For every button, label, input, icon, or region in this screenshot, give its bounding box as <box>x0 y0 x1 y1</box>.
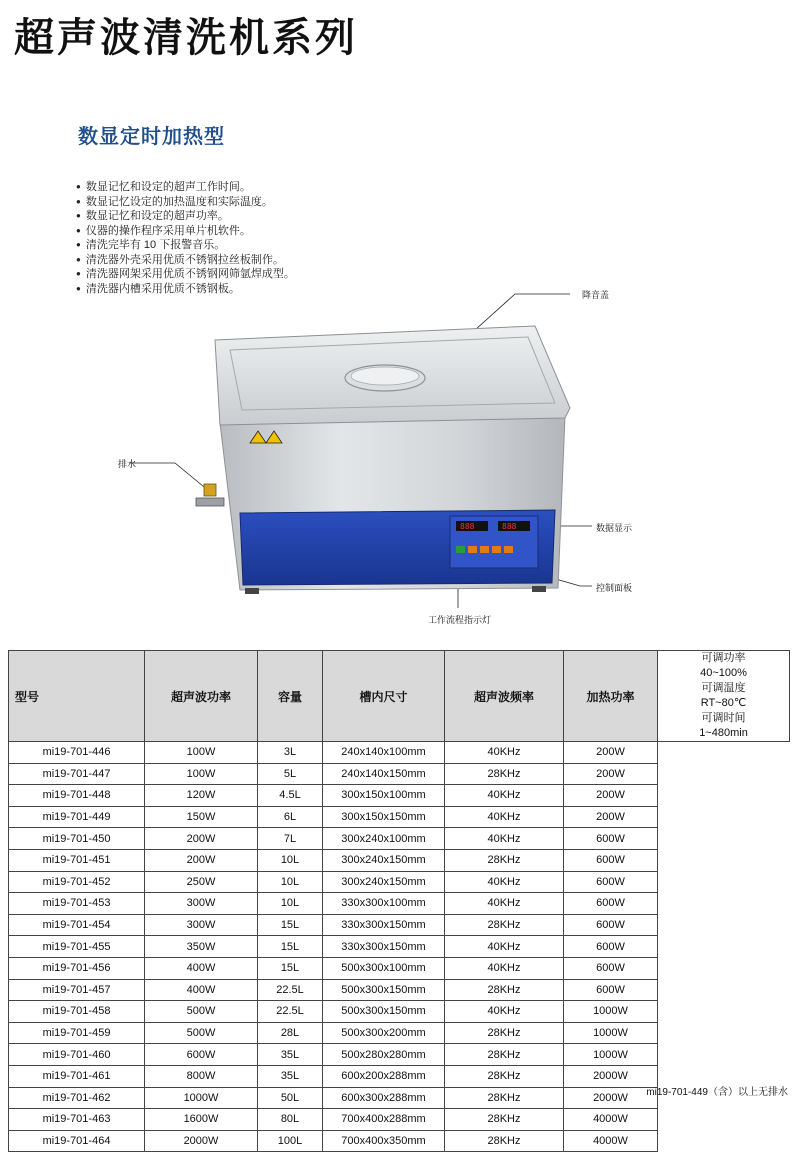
table-cell: 40KHz <box>445 871 564 893</box>
table-cell: 40KHz <box>445 893 564 915</box>
table-cell: 500W <box>145 1001 258 1023</box>
note-line: 40~100% <box>700 667 747 679</box>
table-cell: 40KHz <box>445 742 564 764</box>
table-row <box>9 871 790 893</box>
table-cell: mi19-701-454 <box>9 914 145 936</box>
panel-callout: 控制面板 <box>596 583 633 593</box>
adjustable-range-note <box>658 651 790 742</box>
table-cell: 40KHz <box>445 806 564 828</box>
table-cell: 200W <box>564 763 658 785</box>
table-cell: 35L <box>258 1065 323 1087</box>
table-cell: 100W <box>145 742 258 764</box>
table-cell: 300x240x150mm <box>323 849 445 871</box>
feature-item: ● 仪器的操作程序采用单片机软件。 <box>76 224 295 239</box>
table-cell: 28KHz <box>445 1109 564 1131</box>
table-cell: 10L <box>258 849 323 871</box>
table-cell: 1000W <box>145 1087 258 1109</box>
feature-list <box>76 180 295 296</box>
table-cell: 500x300x150mm <box>323 979 445 1001</box>
table-cell: 28KHz <box>445 849 564 871</box>
table-cell: 600W <box>564 979 658 1001</box>
table-cell: mi19-701-449 <box>9 806 145 828</box>
table-cell: 240x140x150mm <box>323 763 445 785</box>
table-cell: mi19-701-450 <box>9 828 145 850</box>
table-cell: 300x150x150mm <box>323 806 445 828</box>
table-cell: 22.5L <box>258 979 323 1001</box>
table-cell: 40KHz <box>445 785 564 807</box>
drain-callout: 排水 <box>118 459 137 469</box>
table-cell: 250W <box>145 871 258 893</box>
footnote: mi19-701-449（含）以上无排水 <box>646 1087 788 1098</box>
table-cell: 5L <box>258 763 323 785</box>
table-cell: mi19-701-453 <box>9 893 145 915</box>
table-cell: 15L <box>258 914 323 936</box>
table-cell: 700x400x350mm <box>323 1130 445 1152</box>
table-cell: 35L <box>258 1044 323 1066</box>
table-cell: 2000W <box>564 1065 658 1087</box>
table-cell: 40KHz <box>445 828 564 850</box>
table-cell: 600x300x288mm <box>323 1087 445 1109</box>
table-cell: 200W <box>564 806 658 828</box>
table-cell: 400W <box>145 979 258 1001</box>
table-cell: 15L <box>258 936 323 958</box>
table-cell: 28KHz <box>445 1087 564 1109</box>
table-cell: 600W <box>564 914 658 936</box>
note-line: 可调功率 <box>701 652 746 664</box>
table-cell: 2000W <box>145 1130 258 1152</box>
table-cell: mi19-701-452 <box>9 871 145 893</box>
table-cell: 330x300x100mm <box>323 893 445 915</box>
table-cell: 300x240x100mm <box>323 828 445 850</box>
table-cell: 700x400x288mm <box>323 1109 445 1131</box>
product-subtitle: 数显定时加热型 <box>78 126 225 148</box>
table-cell: mi19-701-459 <box>9 1022 145 1044</box>
table-cell: mi19-701-463 <box>9 1109 145 1131</box>
table-cell: 400W <box>145 957 258 979</box>
table-cell: 240x140x100mm <box>323 742 445 764</box>
table-cell: 28KHz <box>445 1044 564 1066</box>
table-cell: 600W <box>564 957 658 979</box>
table-cell: 300W <box>145 893 258 915</box>
table-cell: 600W <box>564 828 658 850</box>
table-cell: 800W <box>145 1065 258 1087</box>
table-cell: 500x300x200mm <box>323 1022 445 1044</box>
indicator-callout: 工作流程指示灯 <box>428 615 492 625</box>
table-cell: 28KHz <box>445 1130 564 1152</box>
table-cell: mi19-701-448 <box>9 785 145 807</box>
table-cell: 200W <box>564 742 658 764</box>
svg-text:888: 888 <box>502 522 517 531</box>
table-row <box>9 1001 790 1023</box>
table-row <box>9 763 790 785</box>
table-cell: 3L <box>258 742 323 764</box>
table-cell: 2000W <box>564 1087 658 1109</box>
feature-item: ● 清洗器内槽采用优质不锈钢板。 <box>76 282 295 297</box>
table-cell: 4000W <box>564 1130 658 1152</box>
table-cell: 600W <box>564 936 658 958</box>
table-cell: 600W <box>564 893 658 915</box>
table-cell: 100L <box>258 1130 323 1152</box>
table-row <box>9 742 790 764</box>
table-cell: 10L <box>258 893 323 915</box>
table-cell: 300x150x100mm <box>323 785 445 807</box>
table-row <box>9 957 790 979</box>
table-cell: mi19-701-457 <box>9 979 145 1001</box>
table-cell: mi19-701-447 <box>9 763 145 785</box>
feature-item: ● 数显记忆和设定的超声功率。 <box>76 209 295 224</box>
lid-callout: 降音盖 <box>582 290 610 300</box>
table-cell: 600W <box>564 871 658 893</box>
table-row <box>9 806 790 828</box>
feature-item: ● 数显记忆设定的加热温度和实际温度。 <box>76 195 295 210</box>
table-cell: 28KHz <box>445 914 564 936</box>
column-header: 超声波频率 <box>445 651 564 742</box>
table-cell: 600W <box>145 1044 258 1066</box>
table-cell: mi19-701-461 <box>9 1065 145 1087</box>
table-row <box>9 1109 790 1131</box>
table-cell: mi19-701-458 <box>9 1001 145 1023</box>
ultrasonic-cleaner-image <box>100 288 620 608</box>
feature-item: ● 清洗完毕有 10 下报警音乐。 <box>76 238 295 253</box>
note-line: 1~480min <box>699 727 748 739</box>
table-cell: 300x240x150mm <box>323 871 445 893</box>
table-cell: 120W <box>145 785 258 807</box>
table-cell: mi19-701-456 <box>9 957 145 979</box>
column-header: 型号 <box>9 651 145 742</box>
table-cell: 330x300x150mm <box>323 936 445 958</box>
table-cell: 330x300x150mm <box>323 914 445 936</box>
feature-item: ● 清洗器网架采用优质不锈钢网筛氩焊成型。 <box>76 267 295 282</box>
table-cell: 40KHz <box>445 957 564 979</box>
feature-item: ● 清洗器外壳采用优质不锈钢拉丝板制作。 <box>76 253 295 268</box>
table-row <box>9 979 790 1001</box>
table-cell: 80L <box>258 1109 323 1131</box>
table-cell: mi19-701-462 <box>9 1087 145 1109</box>
table-cell: 28KHz <box>445 1022 564 1044</box>
table-cell: 500x300x150mm <box>323 1001 445 1023</box>
table-cell: 28KHz <box>445 979 564 1001</box>
table-cell: 4.5L <box>258 785 323 807</box>
column-header: 槽内尺寸 <box>323 651 445 742</box>
table-cell: mi19-701-464 <box>9 1130 145 1152</box>
table-cell: 40KHz <box>445 1001 564 1023</box>
table-cell: 500x280x280mm <box>323 1044 445 1066</box>
column-header: 加热功率 <box>564 651 658 742</box>
table-cell: 1000W <box>564 1044 658 1066</box>
table-cell: 1600W <box>145 1109 258 1131</box>
table-row <box>9 785 790 807</box>
table-cell: mi19-701-446 <box>9 742 145 764</box>
table-cell: 150W <box>145 806 258 828</box>
svg-text:888: 888 <box>460 522 475 531</box>
note-line: 可调温度 <box>701 682 746 694</box>
table-cell: 28KHz <box>445 1065 564 1087</box>
table-cell: 600W <box>564 849 658 871</box>
table-row <box>9 849 790 871</box>
table-cell: mi19-701-451 <box>9 849 145 871</box>
table-cell: 15L <box>258 957 323 979</box>
table-cell: 200W <box>564 785 658 807</box>
display-callout: 数据显示 <box>596 523 633 533</box>
table-row <box>9 1022 790 1044</box>
table-cell: 28L <box>258 1022 323 1044</box>
table-cell: 28KHz <box>445 763 564 785</box>
table-cell: 500W <box>145 1022 258 1044</box>
table-cell: 6L <box>258 806 323 828</box>
table-cell: mi19-701-455 <box>9 936 145 958</box>
table-cell: 1000W <box>564 1022 658 1044</box>
column-header: 超声波功率 <box>145 651 258 742</box>
table-cell: 500x300x100mm <box>323 957 445 979</box>
table-cell: 100W <box>145 763 258 785</box>
spec-table <box>8 650 790 1152</box>
table-cell: 50L <box>258 1087 323 1109</box>
page-title: 超声波清洗机系列 <box>14 16 358 60</box>
table-cell: 40KHz <box>445 936 564 958</box>
table-cell: 22.5L <box>258 1001 323 1023</box>
table-cell: mi19-701-460 <box>9 1044 145 1066</box>
note-line: 可调时间 <box>701 712 746 724</box>
table-cell: 200W <box>145 849 258 871</box>
table-cell: 4000W <box>564 1109 658 1131</box>
table-cell: 600x200x288mm <box>323 1065 445 1087</box>
column-header: 容量 <box>258 651 323 742</box>
table-cell: 350W <box>145 936 258 958</box>
table-cell: 1000W <box>564 1001 658 1023</box>
table-row <box>9 1130 790 1152</box>
table-row <box>9 893 790 915</box>
feature-item: ● 数显记忆和设定的超声工作时间。 <box>76 180 295 195</box>
note-line: RT~80℃ <box>700 697 747 709</box>
table-row <box>9 828 790 850</box>
table-header-row <box>9 651 790 742</box>
table-row <box>9 936 790 958</box>
table-row <box>9 1044 790 1066</box>
table-cell: 7L <box>258 828 323 850</box>
table-row <box>9 914 790 936</box>
table-cell: 200W <box>145 828 258 850</box>
table-cell: 300W <box>145 914 258 936</box>
table-cell: 10L <box>258 871 323 893</box>
